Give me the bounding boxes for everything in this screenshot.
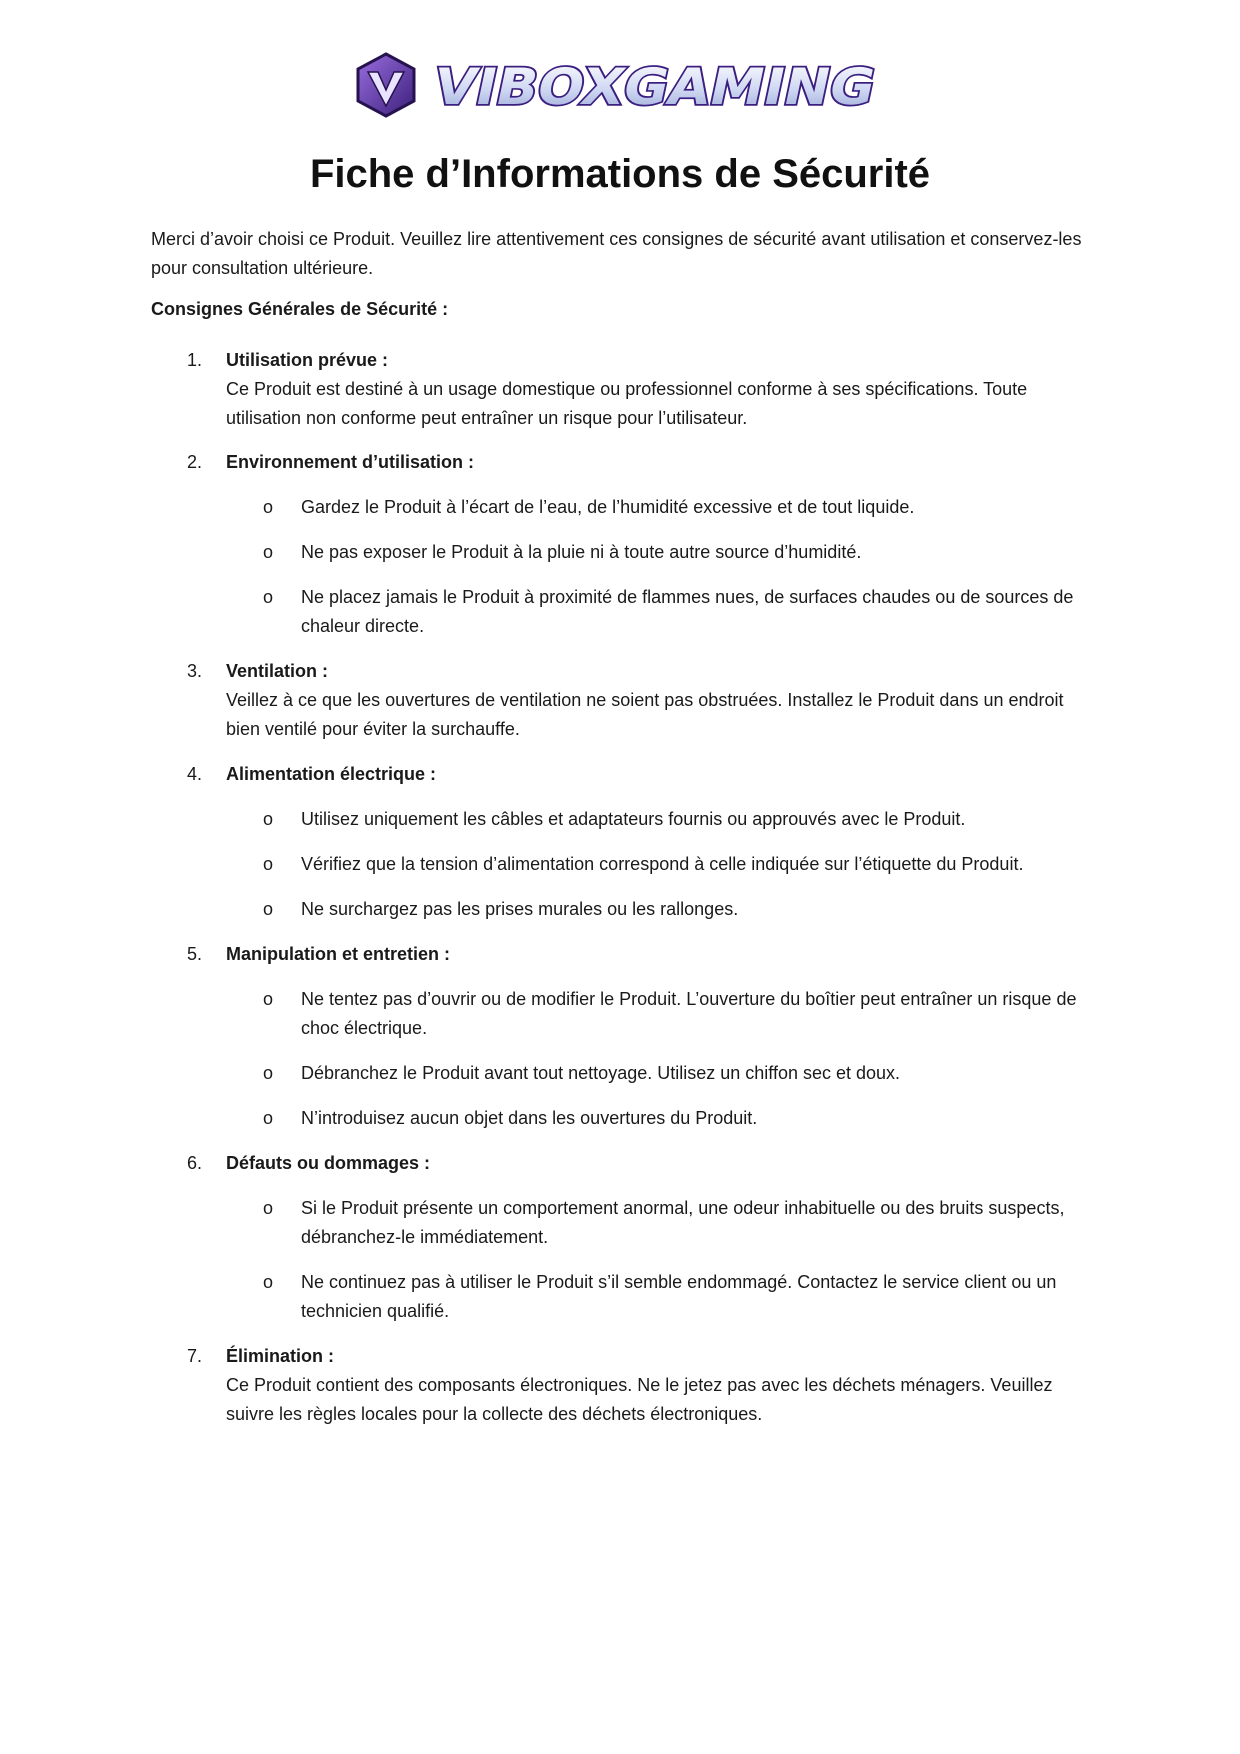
item-title: Utilisation prévue : [226, 350, 389, 370]
item-title: Défauts ou dommages : [226, 1153, 431, 1173]
bullet-text: Si le Produit présente un comportement anormal, une odeur inhabituelle ou des bruits suspects, débranchez-le immédiatement. [301, 1198, 1065, 1247]
bullet-text: Ne pas exposer le Produit à la pluie ni à toute autre source d’humidité. [301, 542, 862, 562]
bullet-marker: o [263, 1198, 274, 1218]
item-number: 2. [187, 452, 203, 472]
item-text: Ce Produit contient des composants électroniques. Ne le jetez pas avec les déchets ménagers. Veuillez suivre les règles locales pour la collecte des déchets électroniques. [226, 1375, 1053, 1424]
bullet-marker: o [263, 587, 274, 607]
item-number: 6. [187, 1153, 203, 1173]
item-title: Manipulation et entretien : [226, 944, 451, 964]
item-title: Ventilation : [226, 661, 329, 681]
item-title: Alimentation électrique : [226, 764, 437, 784]
item-title: Environnement d’utilisation : [226, 452, 475, 472]
item-text: Veillez à ce que les ouvertures de ventilation ne soient pas obstruées. Installez le Produit dans un endroit bien ventilé pour éviter la surchauffe. [226, 690, 1064, 739]
vibox-gaming-logo [354, 52, 884, 118]
bullet-marker: o [263, 899, 274, 919]
item-number: 7. [187, 1346, 203, 1366]
bullet-text: Ne placez jamais le Produit à proximité de flammes nues, de surfaces chaudes ou de sources de chaleur directe. [301, 587, 1074, 636]
bullet-marker: o [263, 542, 274, 562]
bullet-text: Utilisez uniquement les câbles et adaptateurs fournis ou approuvés avec le Produit. [301, 809, 966, 829]
intro-paragraph: Merci d’avoir choisi ce Produit. Veuillez lire attentivement ces consignes de sécurité avant utilisation et conservez-les pour consultation ultérieure. [151, 229, 1082, 278]
bullet-text: Débranchez le Produit avant tout nettoyage. Utilisez un chiffon sec et doux. [301, 1063, 901, 1083]
item-number: 4. [187, 764, 203, 784]
bullet-marker: o [263, 497, 274, 517]
logo-wordmark: VIBOXGAMING [428, 57, 847, 116]
bullet-marker: o [263, 989, 274, 1009]
bullet-text: Gardez le Produit à l’écart de l’eau, de l’humidité excessive et de tout liquide. [301, 497, 915, 517]
bullet-text: N’introduisez aucun objet dans les ouvertures du Produit. [301, 1108, 758, 1128]
item-number: 5. [187, 944, 203, 964]
bullet-text: Vérifiez que la tension d’alimentation correspond à celle indiquée sur l’étiquette du Produit. [301, 854, 1024, 874]
page-title: Fiche d’Informations de Sécurité [309, 152, 931, 196]
item-number: 1. [187, 350, 203, 370]
item-number: 3. [187, 661, 203, 681]
bullet-text: Ne tentez pas d’ouvrir ou de modifier le Produit. L’ouverture du boîtier peut entraîner un risque de choc électrique. [301, 989, 1077, 1038]
item-text: Ce Produit est destiné à un usage domestique ou professionnel conforme à ses spécifications. Toute utilisation non conforme peut entraîner un risque pour l’utilisateur. [226, 379, 1028, 428]
bullet-text: Ne continuez pas à utiliser le Produit s’il semble endommagé. Contactez le service client ou un technicien qualifié. [301, 1272, 1057, 1321]
section-heading: Consignes Générales de Sécurité : [151, 299, 449, 319]
hexagon-emblem-icon [358, 54, 414, 116]
bullet-text: Ne surchargez pas les prises murales ou les rallonges. [301, 899, 739, 919]
bullet-marker: o [263, 854, 274, 874]
bullet-marker: o [263, 1108, 274, 1128]
bullet-marker: o [263, 1272, 274, 1292]
item-title: Élimination : [226, 1346, 334, 1366]
bullet-marker: o [263, 809, 274, 829]
bullet-marker: o [263, 1063, 274, 1083]
